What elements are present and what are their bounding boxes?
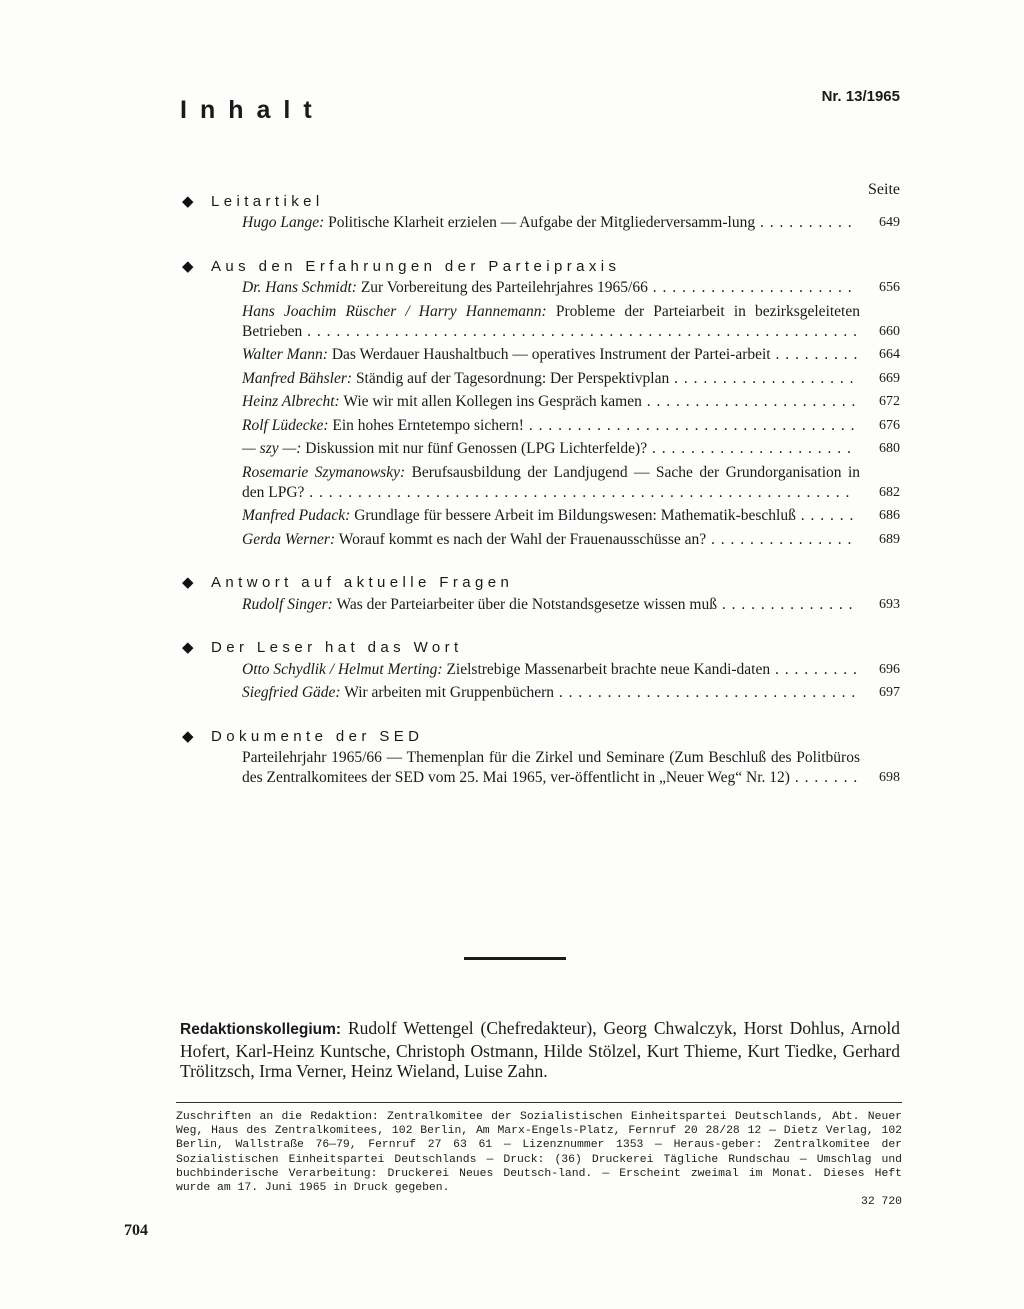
- toc-section: [182, 189, 900, 233]
- leader-dots: . . . . . . . . . . . . . . . . . . .: [669, 369, 855, 387]
- entry-author: Rosemarie Szymanowsky:: [242, 463, 406, 481]
- page-column-label: Seite: [868, 181, 900, 198]
- entry-title: Das Werdauer Haushaltbuch — operatives Instrument der Partei-arbeit: [331, 346, 771, 363]
- section-title: Dokumente der SED: [211, 727, 424, 745]
- entry-page: 689: [879, 531, 900, 547]
- entry-title: Berufsausbildung der Landjugend — Sache der Grundorganisation in den LPG?: [242, 463, 860, 501]
- diamond-bullet-icon: ◆: [182, 193, 194, 210]
- entry-title: Wir arbeiten mit Gruppenbüchern: [344, 684, 555, 701]
- entry-title: Wie wir mit allen Kollegen ins Gespräch kamen: [343, 393, 642, 410]
- entry-title: Ein hohes Erntetempo sichern!: [332, 416, 524, 434]
- entry-author: — szy —:: [242, 440, 302, 457]
- toc-entry[interactable]: [242, 595, 900, 615]
- editorial-board-names: Rudolf Wettengel (Chefredakteur), Georg Chwalczyk, Horst Dohlus, Arnold Hofert, Karl-Heinz Kuntsche, Christoph Ostmann, Hilde Stölzel, Kurt Thieme, Kurt Tiedke, Gerhard Trölitzsch, Irma Verner, Heinz Wieland, Luise Zahn.: [180, 1018, 901, 1081]
- section-title: Antwort auf aktuelle Fragen: [211, 574, 514, 591]
- entry-author: Siegfried Gäde:: [242, 684, 341, 701]
- entry-author: Hans Joachim Rüscher / Harry Hannemann:: [242, 302, 547, 320]
- page-title: Inhalt: [180, 96, 325, 124]
- section-heading: [182, 571, 900, 595]
- leader-dots: . . . . . . . . .: [770, 660, 858, 678]
- toc-entry[interactable]: [242, 530, 900, 550]
- leader-dots: . . . . . . . . . . . . . .: [716, 595, 854, 613]
- entry-page: 693: [879, 596, 900, 612]
- section-heading: [182, 636, 900, 660]
- entry-page: 682: [879, 484, 900, 500]
- leader-dots: . . . . . . . . . . . . . . . . . . . . . .: [641, 393, 857, 410]
- toc-entry[interactable]: [242, 683, 900, 703]
- leader-dots: . . . . . .: [795, 507, 855, 524]
- imprint: [176, 1110, 902, 1209]
- entry-page: 676: [879, 417, 900, 433]
- section-title: Aus den Erfahrungen der Parteipraxis: [211, 257, 621, 275]
- divider-rule: [464, 957, 566, 960]
- diamond-bullet-icon: ◆: [182, 728, 194, 745]
- entry-page: 696: [879, 661, 900, 677]
- entry-title: Ständig auf der Tagesordnung: Der Perspektivplan: [355, 369, 670, 387]
- leader-dots: . . . . . . . . .: [770, 346, 859, 363]
- entry-title: Was der Parteiarbeiter über die Notstandsgesetze wissen muß: [336, 595, 717, 613]
- entry-author: Dr. Hans Schmidt:: [242, 279, 357, 296]
- print-code: 32 720: [860, 1196, 902, 1209]
- section-heading: [182, 189, 900, 213]
- entry-author: Manfred Bähsler:: [242, 369, 353, 387]
- entry-page: 698: [879, 770, 900, 785]
- entry-page: 680: [879, 441, 900, 456]
- entry-page: 664: [879, 347, 900, 362]
- toc-section: [182, 636, 900, 704]
- entry-author: Rolf Lüdecke:: [242, 416, 329, 434]
- diamond-bullet-icon: ◆: [182, 640, 194, 656]
- diamond-bullet-icon: ◆: [182, 258, 194, 275]
- entry-title: Probleme der Parteiarbeit in bezirksgeleiteten Betrieben: [242, 302, 860, 340]
- toc-entry[interactable]: [242, 213, 900, 233]
- section-heading: [182, 254, 900, 278]
- entry-author: Walter Mann:: [242, 346, 328, 363]
- leader-dots: . . . . . . . . . . . . . . . . . . . . . . . . . . . . . . . . . . . . . . . . . . . . . . . . . . . . . . . .: [304, 483, 851, 501]
- entry-title: Zur Vorbereitung des Parteilehrjahres 1965/66: [360, 279, 648, 296]
- entry-page: 686: [879, 508, 900, 523]
- leader-dots: . . . . . . . . . . . . . . .: [706, 530, 853, 548]
- editorial-board: [180, 1018, 900, 1082]
- toc-entry[interactable]: [242, 369, 900, 389]
- leader-dots: . . . . . . .: [789, 769, 859, 786]
- entry-page: 697: [879, 685, 900, 700]
- entry-page: 656: [879, 280, 900, 295]
- diamond-bullet-icon: ◆: [182, 575, 194, 591]
- entry-page: 669: [879, 370, 900, 386]
- toc-entry[interactable]: [242, 463, 900, 503]
- entry-title: Grundlage für bessere Arbeit im Bildungswesen: Mathematik-beschluß: [354, 507, 796, 524]
- entry-author: Hugo Lange:: [242, 214, 325, 231]
- imprint-text: Zuschriften an die Redaktion: Zentralkomitee der Sozialistischen Einheitspartei Deutschlands, Abt. Neuer Weg, Haus des Zentralkomitees, 102 Berlin, Am Marx-Engels-Platz, Fernruf 20 28/28 12 — Dietz Verlag, 102 Berlin, Wallstraße 76—79, Fernruf 27 63 61 — Lizenznummer 1353 — Heraus-geber: Zentralkomitee der Sozialistischen Einheitspartei Deutschlands — Druck: (36) Druckerei Tägliche Rundschau — Umschlag und buchbinderische Verarbeitung: Druckerei Neues Deutsch-land. — Erscheint zweimal im Monat. Dieses Heft wurde am 17. Juni 1965 in Druck gegeben.: [176, 1111, 902, 1195]
- entry-author: Otto Schydlik / Helmut Merting:: [242, 660, 443, 678]
- leader-dots: . . . . . . . . . .: [755, 214, 853, 231]
- section-heading: [182, 724, 900, 748]
- leader-dots: . . . . . . . . . . . . . . . . . . . . . . . . . . . . . . . . . .: [523, 416, 856, 434]
- leader-dots: . . . . . . . . . . . . . . . . . . . . .: [647, 440, 852, 457]
- toc-entry[interactable]: [242, 392, 900, 412]
- toc-section: [182, 254, 900, 550]
- leader-dots: . . . . . . . . . . . . . . . . . . . . . . . . . . . . . . . . . . . . . . . . . . . . . . . . . . . . . . . . .: [302, 322, 859, 340]
- entry-page: 649: [879, 215, 900, 230]
- leader-dots: . . . . . . . . . . . . . . . . . . . . .: [647, 279, 853, 296]
- entry-author: Manfred Pudack:: [242, 507, 351, 524]
- entry-title: Politische Klarheit erzielen — Aufgabe der Mitgliederversamm-lung: [328, 214, 756, 231]
- entry-title: Worauf kommt es nach der Wahl der Frauenausschüsse an?: [338, 530, 707, 548]
- toc-entry[interactable]: [242, 345, 900, 365]
- entry-page: 660: [879, 323, 900, 339]
- toc-entry[interactable]: [242, 506, 900, 526]
- toc-entry[interactable]: [242, 416, 900, 436]
- issue-number: Nr. 13/1965: [821, 88, 900, 105]
- toc-section: [182, 724, 900, 788]
- page-number: 704: [124, 1222, 148, 1239]
- imprint-divider: [176, 1102, 902, 1103]
- entry-title: Diskussion mit nur fünf Genossen (LPG Lichterfelde)?: [305, 440, 648, 457]
- entry-author: Rudolf Singer:: [242, 595, 333, 613]
- section-title: Leitartikel: [211, 192, 324, 210]
- editorial-board-label: Redaktionskollegium:: [180, 1021, 342, 1038]
- toc-entry[interactable]: [242, 439, 900, 459]
- entry-page: 672: [879, 394, 900, 409]
- toc-entry[interactable]: [242, 748, 900, 788]
- section-title: Der Leser hat das Wort: [211, 639, 463, 656]
- entry-author: Heinz Albrecht:: [242, 393, 340, 410]
- toc-section: [182, 571, 900, 615]
- entry-author: Gerda Werner:: [242, 530, 336, 548]
- toc-entry[interactable]: [242, 302, 900, 342]
- toc-entry[interactable]: [242, 660, 900, 680]
- entry-title: Zielstrebige Massenarbeit brachte neue Kandi-daten: [446, 660, 771, 678]
- entry-title: Parteilehrjahr 1965/66 — Themenplan für die Zirkel und Seminare (Zum Beschluß des Politbüros des Zentralkomitees der SED vom 25. Mai 1965, ver-öffentlicht in „Neuer Weg“ Nr. 12): [242, 749, 860, 786]
- toc-entry[interactable]: [242, 278, 900, 298]
- leader-dots: . . . . . . . . . . . . . . . . . . . . . . . . . . . . . . .: [554, 684, 857, 701]
- table-of-contents: [182, 189, 900, 809]
